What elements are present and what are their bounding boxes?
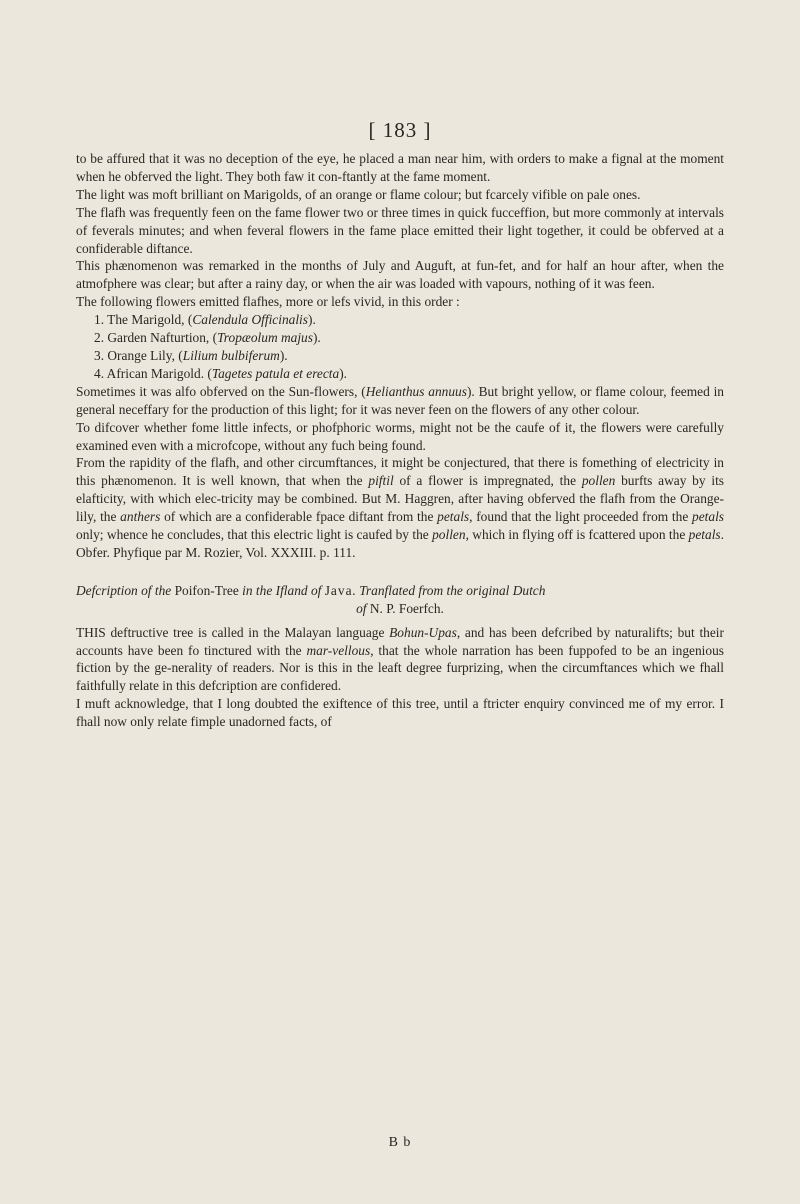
- paragraph: Sometimes it was alfo obferved on the Sun-flowers, (Helianthus annuus). But bright yellow, or flame colour, feemed in general neceffary for the production of this light; for it was never feen on the flowers of any other colour.: [76, 383, 724, 417]
- paragraph: The following flowers emitted flafhes, more or lefs vivid, in this order :: [76, 294, 460, 310]
- list-item: 4. African Marigold. (Tagetes patula et erecta).: [94, 365, 348, 381]
- page-number: [ 183 ]: [368, 118, 432, 142]
- paragraph: From the rapidity of the flafh, and other circumftances, it might be conjectured, that there is fomething of electricity in this phænomenon. It is well known, that when the piftil of a flower is impregnated, the pollen burfts away by its elafticity, with which elec-tricity may be combined. But M. Haggren, after having obferved the flafh from the Orange-lily, the anthers of which are a confiderable fpace diftant from the petals, found that the light proceeded from the petals only; whence he concludes, that this electric light is caufed by the pollen, which in flying off is fcattered upon the petals. Obfer. Phyfique par M. Rozier, Vol. XXXIII. p. 111.: [76, 455, 725, 560]
- body-text: [76, 150, 724, 731]
- list-item: 1. The Marigold, (Calendula Officinalis).: [94, 312, 316, 328]
- paragraph: I muft acknowledge, that I long doubted the exiftence of this tree, until a ftricter enquiry convinced me of my error. I fhall now only relate fimple unadorned facts, of: [76, 696, 724, 730]
- paragraph: To difcover whether fome little infects, or phofphoric worms, might not be the caufe of it, the flowers were carefully examined even with a microfcope, without any fuch being found.: [76, 419, 724, 453]
- section-title: Defcription of the Poifon-Tree in the Ifland of Java. Tranflated from the original Dutch of N. P. Foerfch.: [76, 582, 546, 616]
- paragraph: The light was moft brilliant on Marigolds, of an orange or flame colour; but fcarcely vifible on pale ones.: [76, 186, 641, 202]
- list-item: 2. Garden Nafturtion, (Tropæolum majus).: [94, 330, 321, 346]
- paragraph: THIS deftructive tree is called in the Malayan language Bohun-Upas, and has been defcribed by naturalifts; but their accounts have been fo tinctured with the mar-vellous, that the whole narration has been fuppofed to be an ingenious fiction by the ge-nerality of readers. Nor is this in the leaft degree furprizing, when the circumftances which we fhall faithfully relate in this defcription are confidered.: [76, 624, 724, 694]
- list-item: 3. Orange Lily, (Lilium bulbiferum).: [94, 347, 288, 363]
- signature-mark: B b: [388, 1135, 412, 1150]
- paragraph: The flafh was frequently feen on the fame flower two or three times in quick fucceffion, but more commonly at intervals of feverals minutes; and when feveral flowers in the fame place emitted their light together, it could be obferved at a confiderable diftance.: [76, 204, 724, 256]
- paragraph: to be affured that it was no deception of the eye, he placed a man near him, with orders to make a fignal at the moment when he obferved the light. They both faw it con-ftantly at the fame moment.: [76, 151, 724, 184]
- paragraph: This phænomenon was remarked in the months of July and Auguft, at fun-fet, and for half an hour after, when the atmofphere was clear; but after a rainy day, or when the air was loaded with vapours, nothing of it was feen.: [76, 258, 724, 292]
